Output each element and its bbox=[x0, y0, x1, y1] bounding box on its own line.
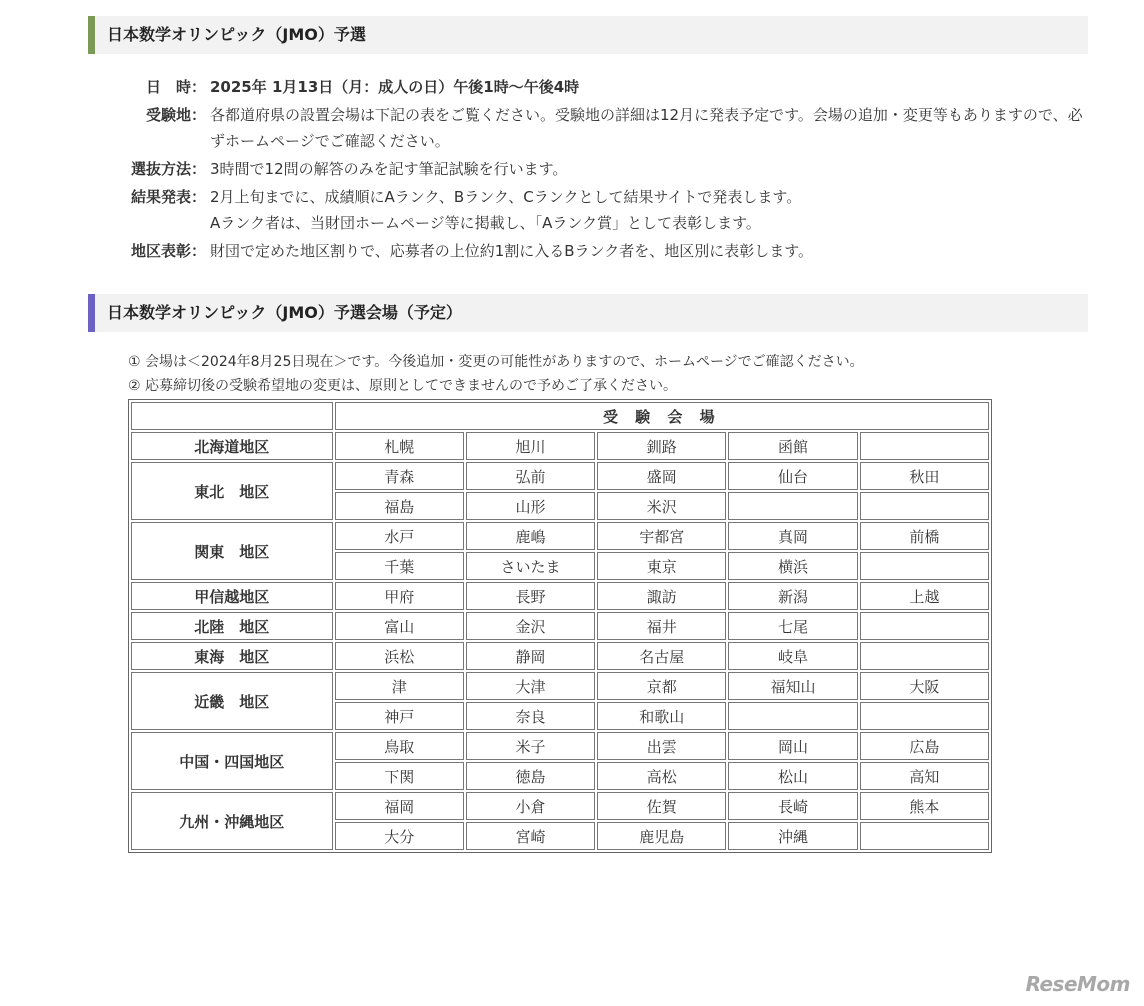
venue-table-row bbox=[131, 792, 989, 820]
venue-city-cell: 大津 bbox=[466, 672, 595, 700]
venue-city-cell: 岡山 bbox=[728, 732, 857, 760]
venue-city-cell: 京都 bbox=[597, 672, 726, 700]
venue-empty-cell bbox=[860, 612, 989, 640]
venue-city-cell: 福知山 bbox=[728, 672, 857, 700]
info-label-results: 結果発表： bbox=[130, 188, 206, 206]
venue-city-cell: 富山 bbox=[335, 612, 464, 640]
venue-empty-cell bbox=[860, 432, 989, 460]
venue-city-cell: 釧路 bbox=[597, 432, 726, 460]
venue-empty-cell bbox=[860, 642, 989, 670]
venue-city-cell: 下関 bbox=[335, 762, 464, 790]
venue-city-cell: 沖縄 bbox=[728, 822, 857, 850]
venue-city-cell: 神戸 bbox=[335, 702, 464, 730]
region-name-cell: 東海 地区 bbox=[131, 642, 333, 670]
venue-table-row bbox=[131, 432, 989, 460]
venue-city-cell: 水戸 bbox=[335, 522, 464, 550]
venue-city-cell: 旭川 bbox=[466, 432, 595, 460]
venue-table-row bbox=[131, 672, 989, 700]
venue-city-cell: 鹿児島 bbox=[597, 822, 726, 850]
region-name-cell: 近畿 地区 bbox=[131, 672, 333, 730]
venue-city-cell: 真岡 bbox=[728, 522, 857, 550]
venue-empty-cell bbox=[860, 552, 989, 580]
venue-city-cell: 大阪 bbox=[860, 672, 989, 700]
info-row-venue bbox=[110, 102, 1090, 154]
info-value-venue: 各都道府県の設置会場は下記の表をご覧ください。受験地の詳細は12月に発表予定です。会場の追加・変更等もありますので、必ずホームページでご確認ください。 bbox=[210, 106, 1083, 150]
venue-city-cell: 甲府 bbox=[335, 582, 464, 610]
venue-city-cell: 仙台 bbox=[728, 462, 857, 490]
venue-city-cell: 宮崎 bbox=[466, 822, 595, 850]
venue-city-cell: 高知 bbox=[860, 762, 989, 790]
venue-city-cell: 岐阜 bbox=[728, 642, 857, 670]
info-value-results bbox=[206, 184, 1090, 236]
region-name-cell: 北陸 地区 bbox=[131, 612, 333, 640]
venue-city-cell: 和歌山 bbox=[597, 702, 726, 730]
region-name-cell: 中国・四国地区 bbox=[131, 732, 333, 790]
venue-table-row bbox=[131, 642, 989, 670]
info-row-results bbox=[110, 184, 1090, 236]
region-name-cell: 関東 地区 bbox=[131, 522, 333, 580]
venue-table-row bbox=[131, 462, 989, 490]
venue-city-cell: 前橋 bbox=[860, 522, 989, 550]
venue-table-row bbox=[131, 582, 989, 610]
venue-empty-cell bbox=[860, 702, 989, 730]
info-label-venue: 受験地： bbox=[145, 106, 206, 124]
venue-city-cell: 鳥取 bbox=[335, 732, 464, 760]
region-name-cell: 九州・沖縄地区 bbox=[131, 792, 333, 850]
venue-empty-cell bbox=[860, 492, 989, 520]
venue-city-cell: 熊本 bbox=[860, 792, 989, 820]
info-label-selection: 選抜方法： bbox=[130, 160, 206, 178]
venue-city-cell: 鹿嶋 bbox=[466, 522, 595, 550]
info-value-results-line1: 2月上旬までに、成績順にAランク、Bランク、Cランクとして結果サイトで発表します。 bbox=[210, 188, 802, 206]
info-value-regional-award: 財団で定めた地区割りで、応募者の上位約1割に入るBランク者を、地区別に表彰します。 bbox=[210, 242, 814, 260]
venue-city-cell: 弘前 bbox=[466, 462, 595, 490]
venue-city-cell: 佐賀 bbox=[597, 792, 726, 820]
venue-city-cell: 横浜 bbox=[728, 552, 857, 580]
region-name-cell: 東北 地区 bbox=[131, 462, 333, 520]
venue-city-cell: 福井 bbox=[597, 612, 726, 640]
resemom-logo: ReseMom bbox=[1025, 972, 1130, 996]
venue-city-cell: 札幌 bbox=[335, 432, 464, 460]
venue-city-cell: 東京 bbox=[597, 552, 726, 580]
info-value-selection: 3時間で12問の解答のみを記す筆記試験を行います。 bbox=[210, 160, 568, 178]
venue-empty-cell bbox=[860, 822, 989, 850]
venue-city-cell: 米子 bbox=[466, 732, 595, 760]
venue-city-cell: 大分 bbox=[335, 822, 464, 850]
venue-table-row bbox=[131, 612, 989, 640]
venue-city-cell: 諏訪 bbox=[597, 582, 726, 610]
venue-city-cell: 上越 bbox=[860, 582, 989, 610]
region-name-cell: 北海道地区 bbox=[131, 432, 333, 460]
venue-city-cell: 長崎 bbox=[728, 792, 857, 820]
venue-empty-cell bbox=[728, 702, 857, 730]
venue-table-header-row bbox=[131, 402, 989, 430]
venue-city-cell: 秋田 bbox=[860, 462, 989, 490]
info-value-date: 2025年 1月13日（月：成人の日）午後1時〜午後4時 bbox=[210, 78, 580, 96]
venue-city-cell: さいたま bbox=[466, 552, 595, 580]
venue-city-cell: 米沢 bbox=[597, 492, 726, 520]
venue-city-cell: 奈良 bbox=[466, 702, 595, 730]
exam-info-list bbox=[110, 74, 1090, 266]
region-name-cell: 甲信越地区 bbox=[131, 582, 333, 610]
venue-city-cell: 静岡 bbox=[466, 642, 595, 670]
venue-city-cell: 七尾 bbox=[728, 612, 857, 640]
venue-city-cell: 徳島 bbox=[466, 762, 595, 790]
venue-city-cell: 名古屋 bbox=[597, 642, 726, 670]
venue-city-cell: 山形 bbox=[466, 492, 595, 520]
section-title-jmo-preliminary: 日本数学オリンピック（JMO）予選 bbox=[88, 16, 1088, 54]
venue-city-cell: 青森 bbox=[335, 462, 464, 490]
info-row-regional-award bbox=[110, 238, 1090, 264]
venue-city-cell: 松山 bbox=[728, 762, 857, 790]
venue-table-header: 受 験 会 場 bbox=[335, 402, 989, 430]
venue-city-cell: 宇都宮 bbox=[597, 522, 726, 550]
venue-city-cell: 金沢 bbox=[466, 612, 595, 640]
venue-note-2: ② 応募締切後の受験希望地の変更は、原則としてできませんので予めご了承ください。 bbox=[128, 378, 677, 394]
venue-city-cell: 浜松 bbox=[335, 642, 464, 670]
info-label-date: 日 時： bbox=[145, 78, 206, 96]
info-row-date bbox=[110, 74, 1090, 100]
info-label-regional-award: 地区表彰： bbox=[130, 242, 206, 260]
venue-city-cell: 津 bbox=[335, 672, 464, 700]
venue-city-cell: 出雲 bbox=[597, 732, 726, 760]
venue-city-cell: 福岡 bbox=[335, 792, 464, 820]
venue-table-row bbox=[131, 522, 989, 550]
venue-city-cell: 小倉 bbox=[466, 792, 595, 820]
info-value-results-line2: Aランク者は、当財団ホームページ等に掲載し、「Aランク賞」として表彰します。 bbox=[210, 214, 761, 232]
venue-city-cell: 新潟 bbox=[728, 582, 857, 610]
venue-table-body bbox=[131, 402, 989, 850]
venue-table bbox=[128, 399, 992, 853]
venue-table-row bbox=[131, 732, 989, 760]
venue-city-cell: 広島 bbox=[860, 732, 989, 760]
venue-city-cell: 長野 bbox=[466, 582, 595, 610]
venue-city-cell: 函館 bbox=[728, 432, 857, 460]
info-row-selection bbox=[110, 156, 1090, 182]
venue-note-1: ① 会場は＜2024年8月25日現在＞です。今後追加・変更の可能性がありますので、ホームページでご確認ください。 bbox=[128, 354, 864, 370]
venue-empty-cell bbox=[728, 492, 857, 520]
venue-city-cell: 福島 bbox=[335, 492, 464, 520]
venue-table-corner-cell bbox=[131, 402, 333, 430]
section-title-jmo-venues: 日本数学オリンピック（JMO）予選会場（予定） bbox=[88, 294, 1088, 332]
venue-city-cell: 盛岡 bbox=[597, 462, 726, 490]
venue-city-cell: 高松 bbox=[597, 762, 726, 790]
venue-city-cell: 千葉 bbox=[335, 552, 464, 580]
